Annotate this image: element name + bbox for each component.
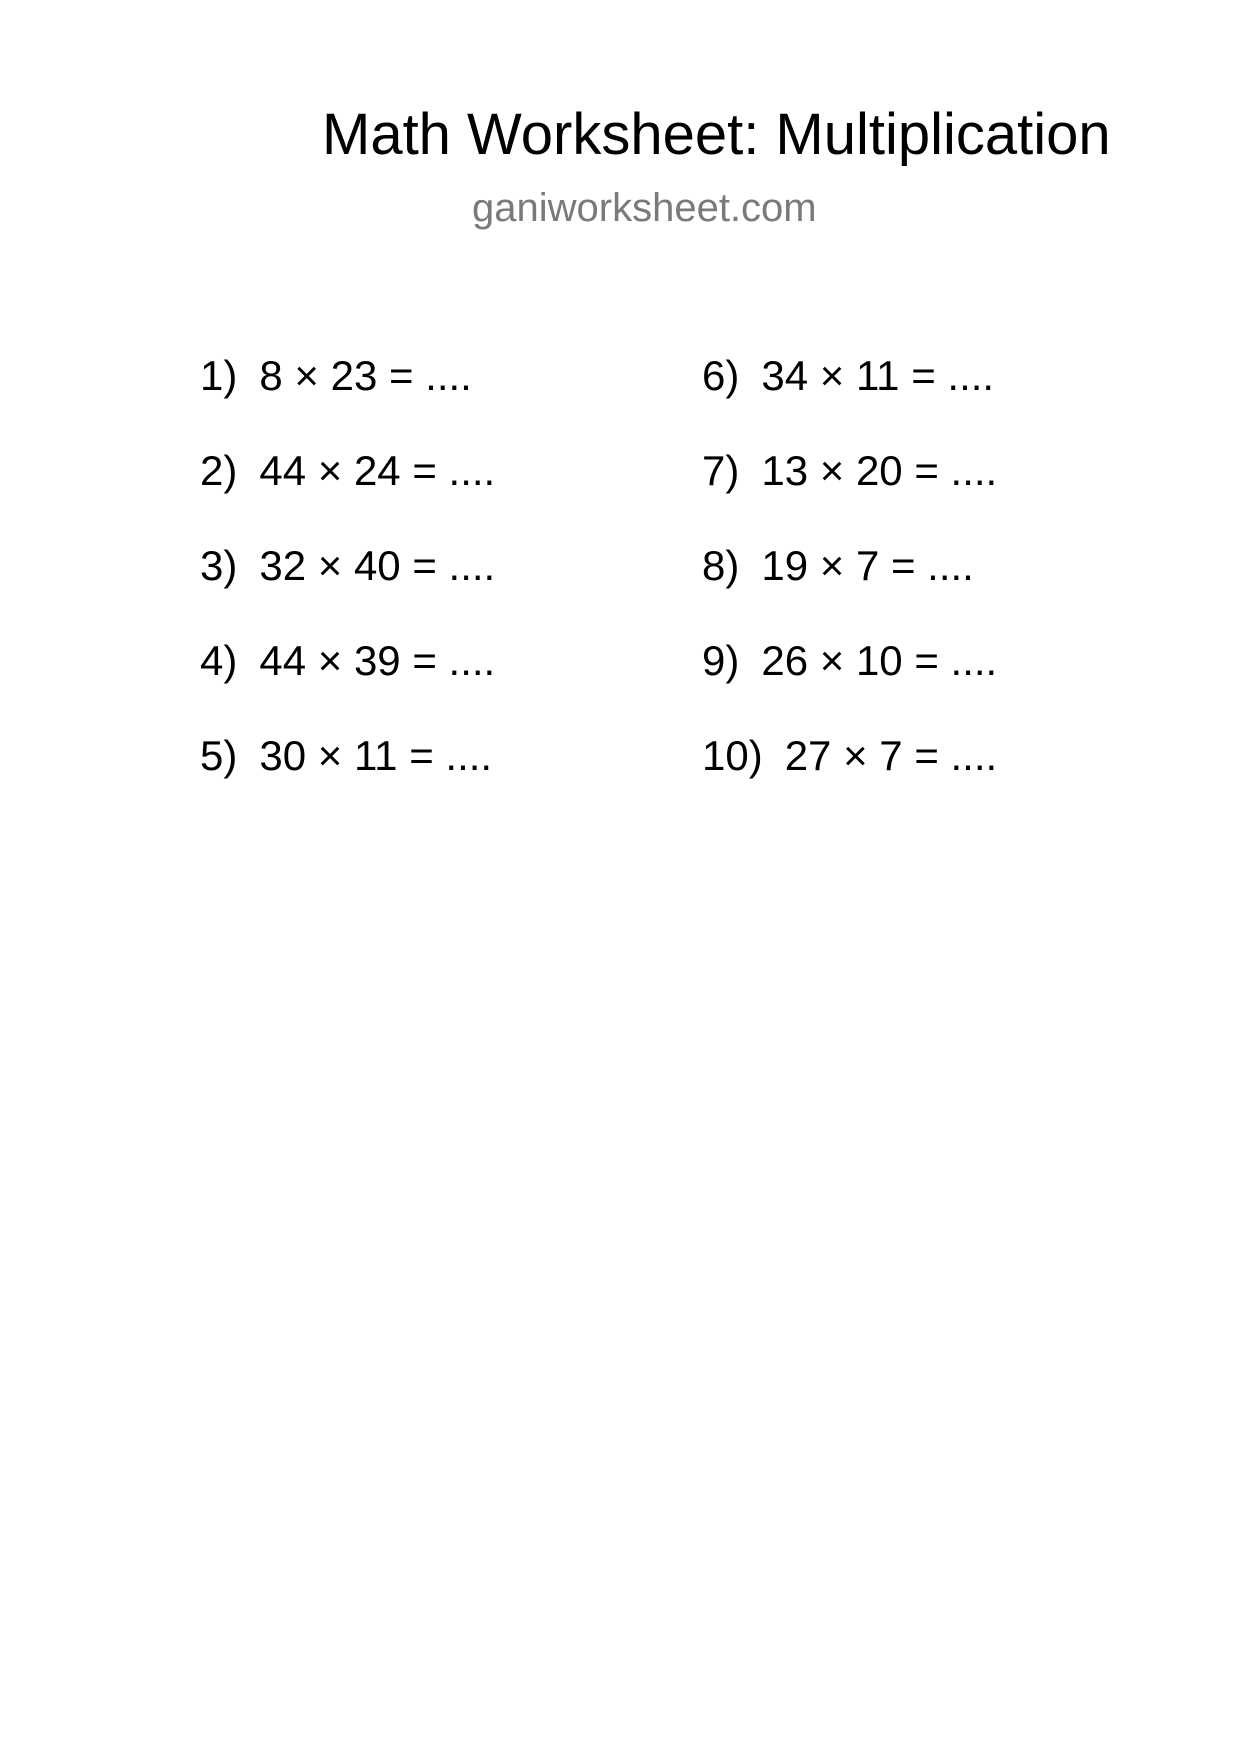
problem-9 (702, 633, 1122, 728)
problem-column-left (200, 348, 620, 823)
problem-7 (702, 443, 1122, 538)
problem-expression: 19 × 7 = .... (761, 542, 974, 589)
problem-column-right (702, 348, 1122, 823)
problem-number: 5) (200, 732, 238, 779)
problem-expression: 32 × 40 = .... (259, 542, 496, 589)
problem-expression: 13 × 20 = .... (761, 447, 998, 494)
problem-5 (200, 728, 620, 823)
problem-number: 1) (200, 352, 238, 399)
problem-number: 4) (200, 637, 238, 684)
site-name: ganiworksheet.com (472, 186, 817, 230)
problem-8 (702, 538, 1122, 633)
problem-expression: 8 × 23 = .... (259, 352, 472, 399)
problem-4 (200, 633, 620, 728)
problem-expression: 44 × 39 = .... (259, 637, 496, 684)
problem-expression: 34 × 11 = .... (761, 352, 995, 399)
problem-number: 7) (702, 447, 740, 494)
problem-10 (702, 728, 1122, 823)
problem-expression: 30 × 11 = .... (259, 732, 493, 779)
problem-number: 9) (702, 637, 740, 684)
problem-3 (200, 538, 620, 633)
problem-expression: 26 × 10 = .... (761, 637, 998, 684)
problem-expression: 27 × 7 = .... (784, 732, 998, 779)
problem-expression: 44 × 24 = .... (259, 447, 496, 494)
problem-number: 2) (200, 447, 238, 494)
problem-6 (702, 348, 1122, 443)
problem-number: 3) (200, 542, 238, 589)
problem-number: 8) (702, 542, 740, 589)
problem-number: 6) (702, 352, 740, 399)
page-title: Math Worksheet: Multiplication (322, 102, 1111, 167)
problem-2 (200, 443, 620, 538)
problem-1 (200, 348, 620, 443)
problem-number: 10) (702, 732, 763, 779)
